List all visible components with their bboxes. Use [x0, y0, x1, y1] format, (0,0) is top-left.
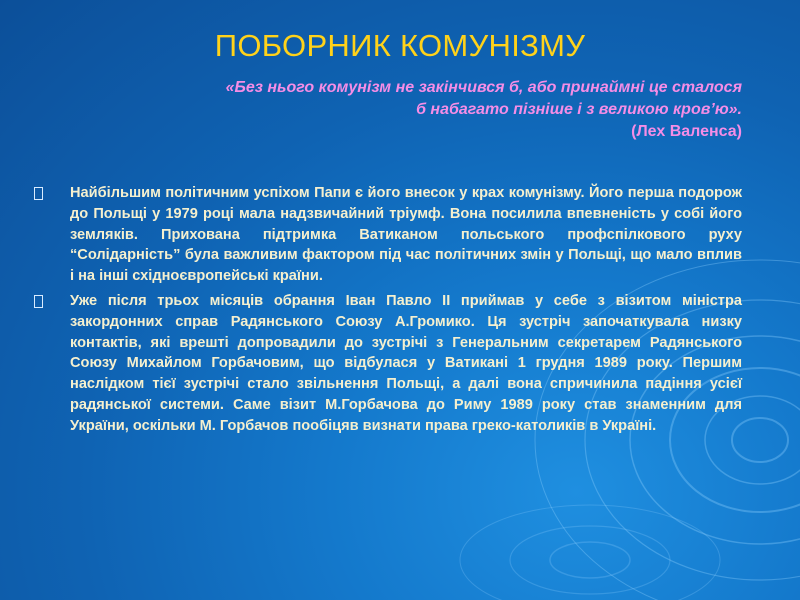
slide-title: ПОБОРНИК КОМУНІЗМУ — [214, 28, 586, 63]
quote-line-1: «Без нього комунізм не закінчився б, або принаймні це сталося — [225, 79, 742, 96]
quote-author: (Лех Валенса) — [631, 123, 742, 140]
bullet-text-gromyko-gorbachev: Уже після трьох місяців обрання Іван Павло ІІ приймав у себе з візитом міністра закордонних справ Радянського Союзу А.Громико. Ця зустріч започаткувала низку контактів, які врешті допровадили до зустрічі з Генеральним секретарем Радянського Союзу Михайлом Горбачовим, що відбулася у Ватикані 1 грудня 1989 року. Першим наслідком тієї зустрічі стало звільнення Польщі, а далі вона спричинила падіння усієї радянської системи. Саме візит М.Горбачова до Риму 1989 року став знаменним для України, оскільки М. Горбачов пообіцяв визнати права греко-католиків в Україні. — [70, 292, 742, 434]
bullet-list — [34, 183, 742, 441]
quote-block — [62, 77, 742, 143]
bullet-item — [34, 183, 742, 287]
hollow-square-bullet-icon — [34, 295, 43, 308]
bullet-text-communism-collapse: Найбільшим політичним успіхом Папи є його внесок у крах комунізму. Його перша подорож до Польщі у 1979 році мала надзвичайний тріумф. Вона посилила впевненість у собі його земляків. Прихована підтримка Ватиканом польського профспілкового руху “Солідарність” була важливим фактором під час політичних змін у Польщі, що мало вплив і на інші східноєвропейські країни. — [70, 185, 742, 285]
bullet-item — [34, 291, 742, 437]
hollow-square-bullet-icon — [34, 187, 43, 200]
quote-line-2: б набагато пізніше і з великою кров’ю». — [416, 101, 742, 118]
